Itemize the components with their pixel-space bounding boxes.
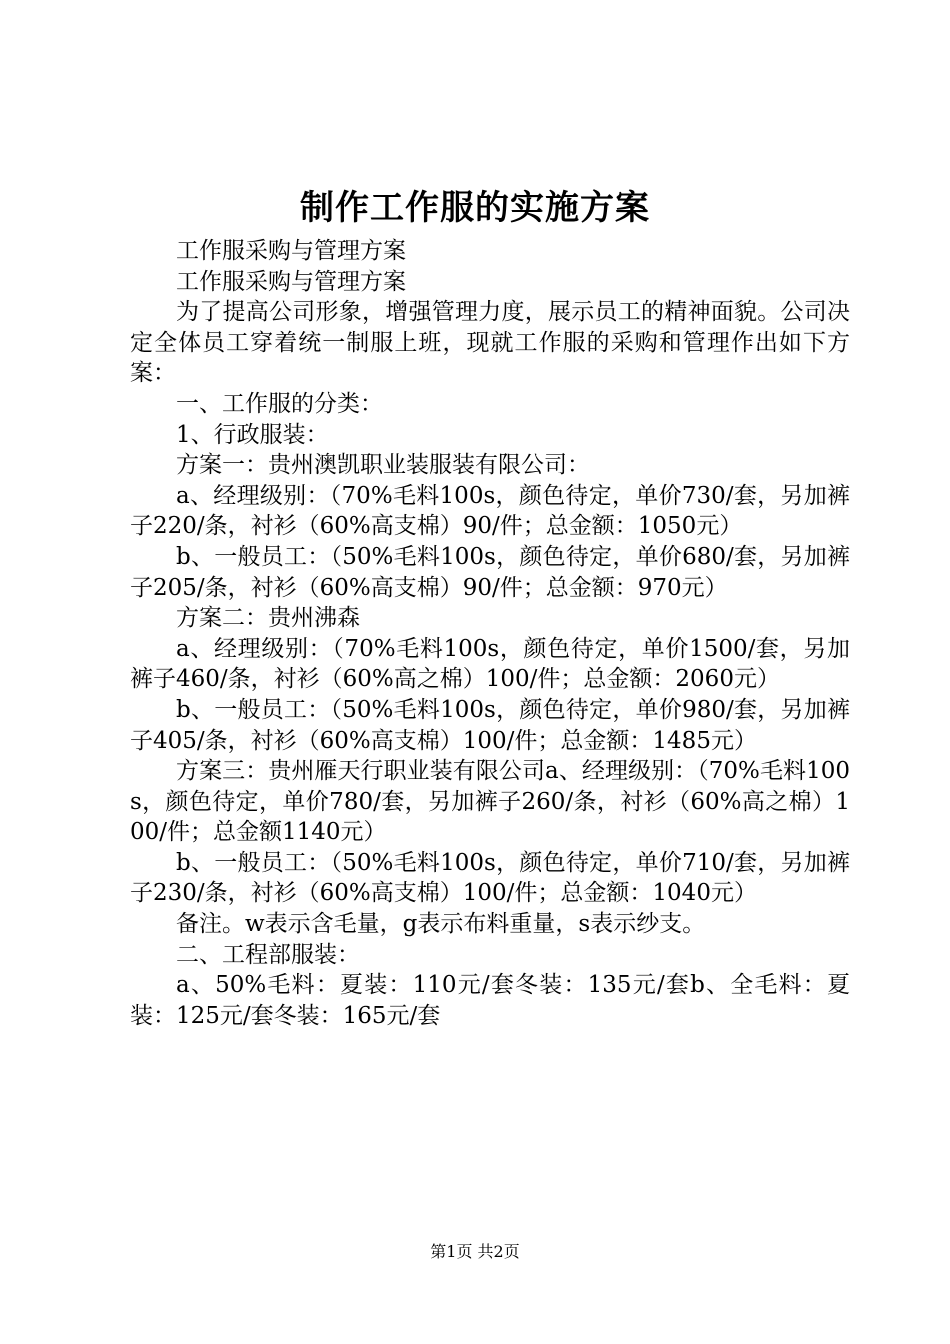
paragraph-intro: 为了提高公司形象，增强管理力度，展示员工的精神面貌。公司决定全体员工穿着统一制服上班，现就工作服的采购和管理作出如下方案： (130, 299, 850, 387)
plan-two-heading: 方案二：贵州沸森 (176, 605, 360, 632)
plan-three-staff: b、一般员工：（50%毛料100s，颜色待定，单价710/套，另加裤子230/条，衬衫（60%高支棉）100/件；总金额：1040元） (130, 849, 850, 907)
plan-one-manager: a、经理级别：（70%毛料100s，颜色待定，单价730/套，另加裤子220/条，衬衫（60%高支棉）90/件；总金额：1050元） (130, 482, 850, 540)
section-heading-engineering: 二、工程部服装： (176, 941, 360, 968)
section-heading-classification: 一、工作服的分类： (176, 390, 383, 417)
plan-two-staff: b、一般员工：（50%毛料100s，颜色待定，单价980/套，另加裤子405/条，衬衫（60%高支棉）100/件；总金额：1485元） (130, 696, 850, 754)
plan-two-manager: a、经理级别：（70%毛料100s，颜色待定，单价1500/套，另加裤子460/条，衬衫（60%高之棉）100/件；总金额：2060元） (130, 635, 850, 693)
document-title: 制作工作服的实施方案 (300, 188, 650, 228)
document-body (130, 236, 850, 1031)
engineering-pricing: a、50%毛料：夏装：110元/套冬装：135元/套b、全毛料：夏装：125元/套冬装：165元/套 (130, 972, 850, 1029)
subsection-heading-admin: 1、行政服装： (176, 421, 329, 448)
paragraph-subtitle-2: 工作服采购与管理方案 (176, 268, 406, 295)
note-paragraph: 备注。w表示含毛量，g表示布料重量，s表示纱支。 (176, 911, 706, 938)
paragraph-subtitle-1: 工作服采购与管理方案 (176, 238, 406, 264)
plan-three-manager: 方案三：贵州雁天行职业装有限公司a、经理级别：（70%毛料100s，颜色待定，单价780/套，另加裤子260/条，衬衫（60%高之棉）100/件；总金额1140元） (130, 758, 850, 846)
plan-one-heading: 方案一：贵州澳凯职业装服装有限公司： (176, 452, 590, 479)
plan-one-staff: b、一般员工：（50%毛料100s，颜色待定，单价680/套，另加裤子205/条，衬衫（60%高支棉）90/件；总金额：970元） (130, 543, 850, 601)
page-footer: 第1页 共2页 (430, 1242, 520, 1261)
